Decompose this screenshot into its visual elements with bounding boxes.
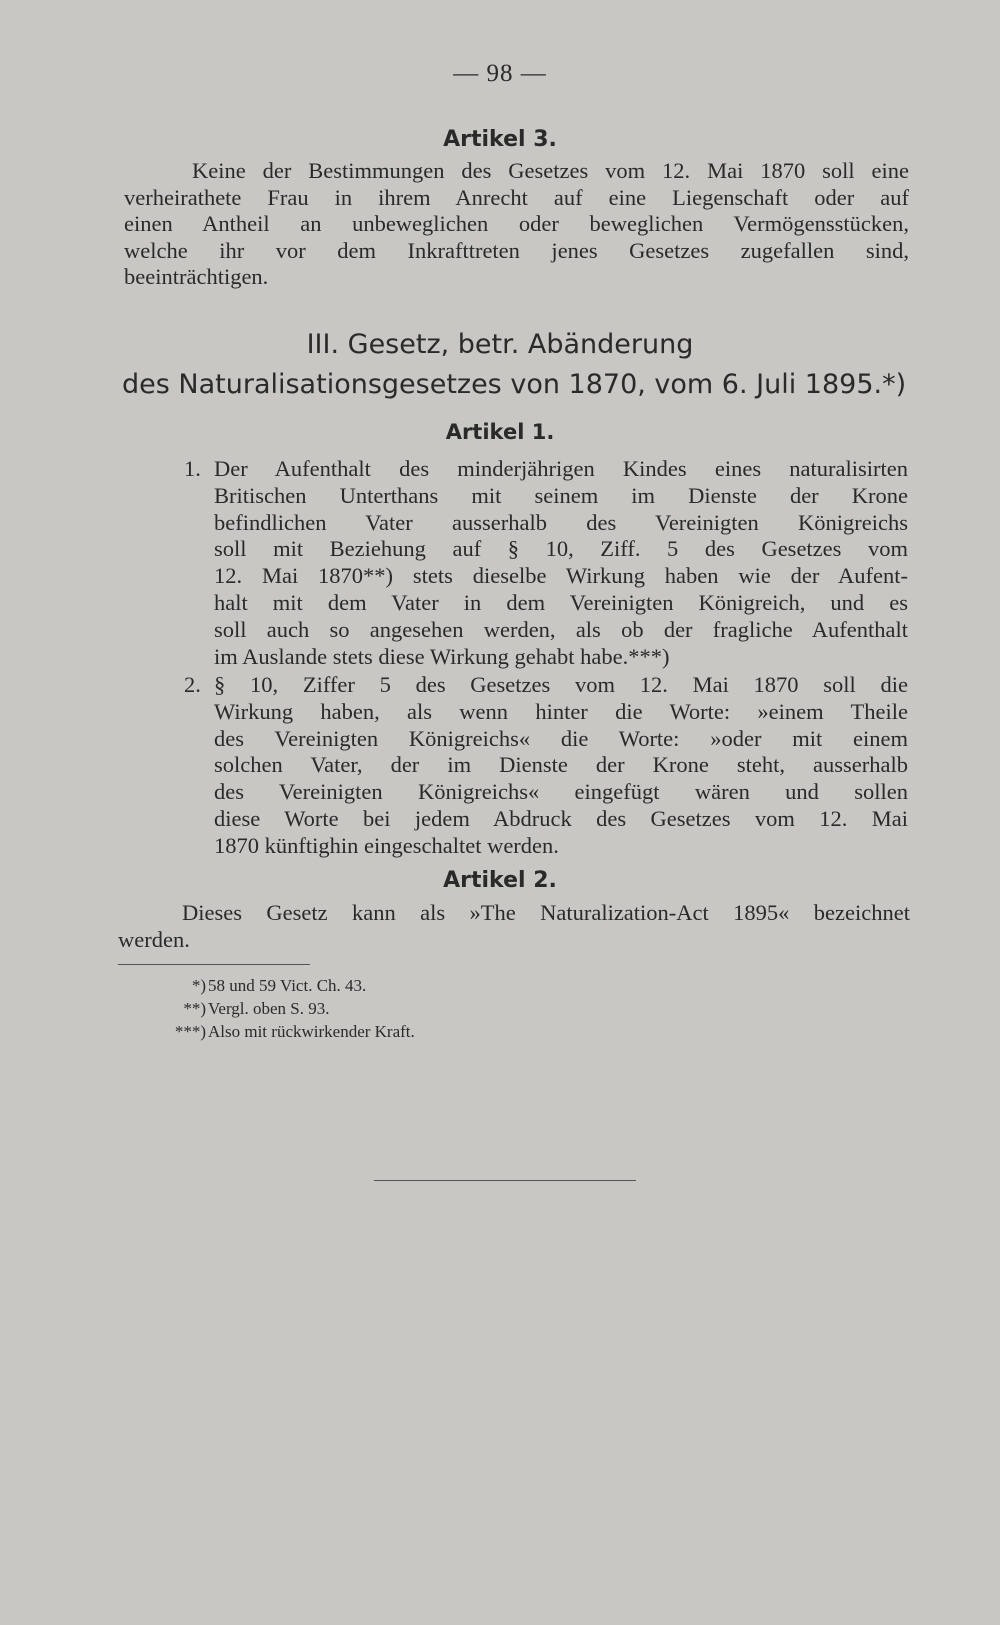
text-line: halt mit dem Vater in dem Vereinigten Königreich, und es — [214, 589, 908, 615]
text-line: verheirathete Frau in ihrem Anrecht auf eine Liegenschaft oder auf — [124, 184, 909, 210]
footnote-text: Vergl. oben S. 93. — [208, 999, 330, 1018]
text-line: Der Aufenthalt des minderjährigen Kindes eines naturalisirten — [214, 456, 908, 481]
text-line: solchen Vater, der im Dienste der Krone steht, ausserhalb — [214, 752, 908, 778]
footnote — [150, 1020, 415, 1043]
text-line: beeinträchtigen. — [124, 264, 269, 289]
text-line: befindlichen Vater ausserhalb des Vereinigten Königreichs — [214, 509, 908, 535]
text-line: des Vereinigten Königreichs« die Worte: »oder mit einem — [214, 725, 908, 751]
page-number: — 98 — — [453, 60, 547, 87]
footnote-mark: **) — [183, 999, 206, 1018]
footnote — [150, 974, 415, 997]
footnote-text: 58 und 59 Vict. Ch. 43. — [208, 976, 367, 995]
text-line: § 10, Ziffer 5 des Gesetzes vom 12. Mai 1870 soll die — [214, 672, 908, 697]
footnote-separator — [118, 964, 310, 965]
footnote — [150, 997, 415, 1020]
text-line: Keine der Bestimmungen des Gesetzes vom 12. Mai 1870 soll eine — [192, 158, 909, 183]
end-rule — [374, 1180, 636, 1181]
artikel-1-item-2 — [184, 672, 908, 860]
item-number: 1. — [184, 456, 201, 481]
artikel-3-paragraph — [124, 158, 909, 291]
text-line: diese Worte bei jedem Abdruck des Gesetzes vom 12. Mai — [214, 805, 908, 831]
footnote-mark: ***) — [174, 1022, 206, 1041]
artikel-2-paragraph — [118, 900, 910, 953]
section-title-line-1: III. Gesetz, betr. Abänderung — [306, 329, 694, 360]
footnotes — [150, 974, 415, 1043]
text-line: des Vereinigten Königreichs« eingefügt wären und sollen — [214, 779, 908, 805]
text-line: soll mit Beziehung auf § 10, Ziff. 5 des Gesetzes vom — [214, 536, 908, 562]
text-line: einen Antheil an unbeweglichen oder beweglichen Vermögensstücken, — [124, 211, 909, 236]
footnote-text: Also mit rückwirkender Kraft. — [208, 1022, 415, 1041]
artikel-2-heading: Artikel 2. — [443, 868, 557, 893]
text-line: Wirkung haben, als wenn hinter die Worte: »einem Theile — [214, 698, 908, 724]
footnote-mark: *) — [191, 976, 206, 995]
text-line: im Auslande stets diese Wirkung gehabt habe.***) — [214, 643, 670, 669]
item-number: 2. — [184, 672, 201, 697]
artikel-1-heading: Artikel 1. — [445, 420, 555, 444]
section-title-line-2: des Naturalisationsgesetzes von 1870, vom 6. Juli 1895.*) — [122, 369, 907, 400]
text-line: Britischen Unterthans mit seinem im Dienste der Krone — [214, 482, 908, 508]
artikel-1-item-1 — [184, 456, 908, 670]
artikel-3-heading: Artikel 3. — [443, 127, 557, 152]
text-line: Dieses Gesetz kann als »The Naturalization-Act 1895« bezeichnet — [182, 900, 910, 925]
text-line: soll auch so angesehen werden, als ob der fragliche Aufenthalt — [214, 616, 908, 642]
text-line: 12. Mai 1870**) stets dieselbe Wirkung haben wie der Aufent- — [214, 563, 908, 589]
text-line: werden. — [118, 926, 190, 952]
text-line: welche ihr vor dem Inkrafttreten jenes Gesetzes zugefallen sind, — [124, 237, 909, 263]
text-line: 1870 künftighin eingeschaltet werden. — [214, 832, 559, 858]
